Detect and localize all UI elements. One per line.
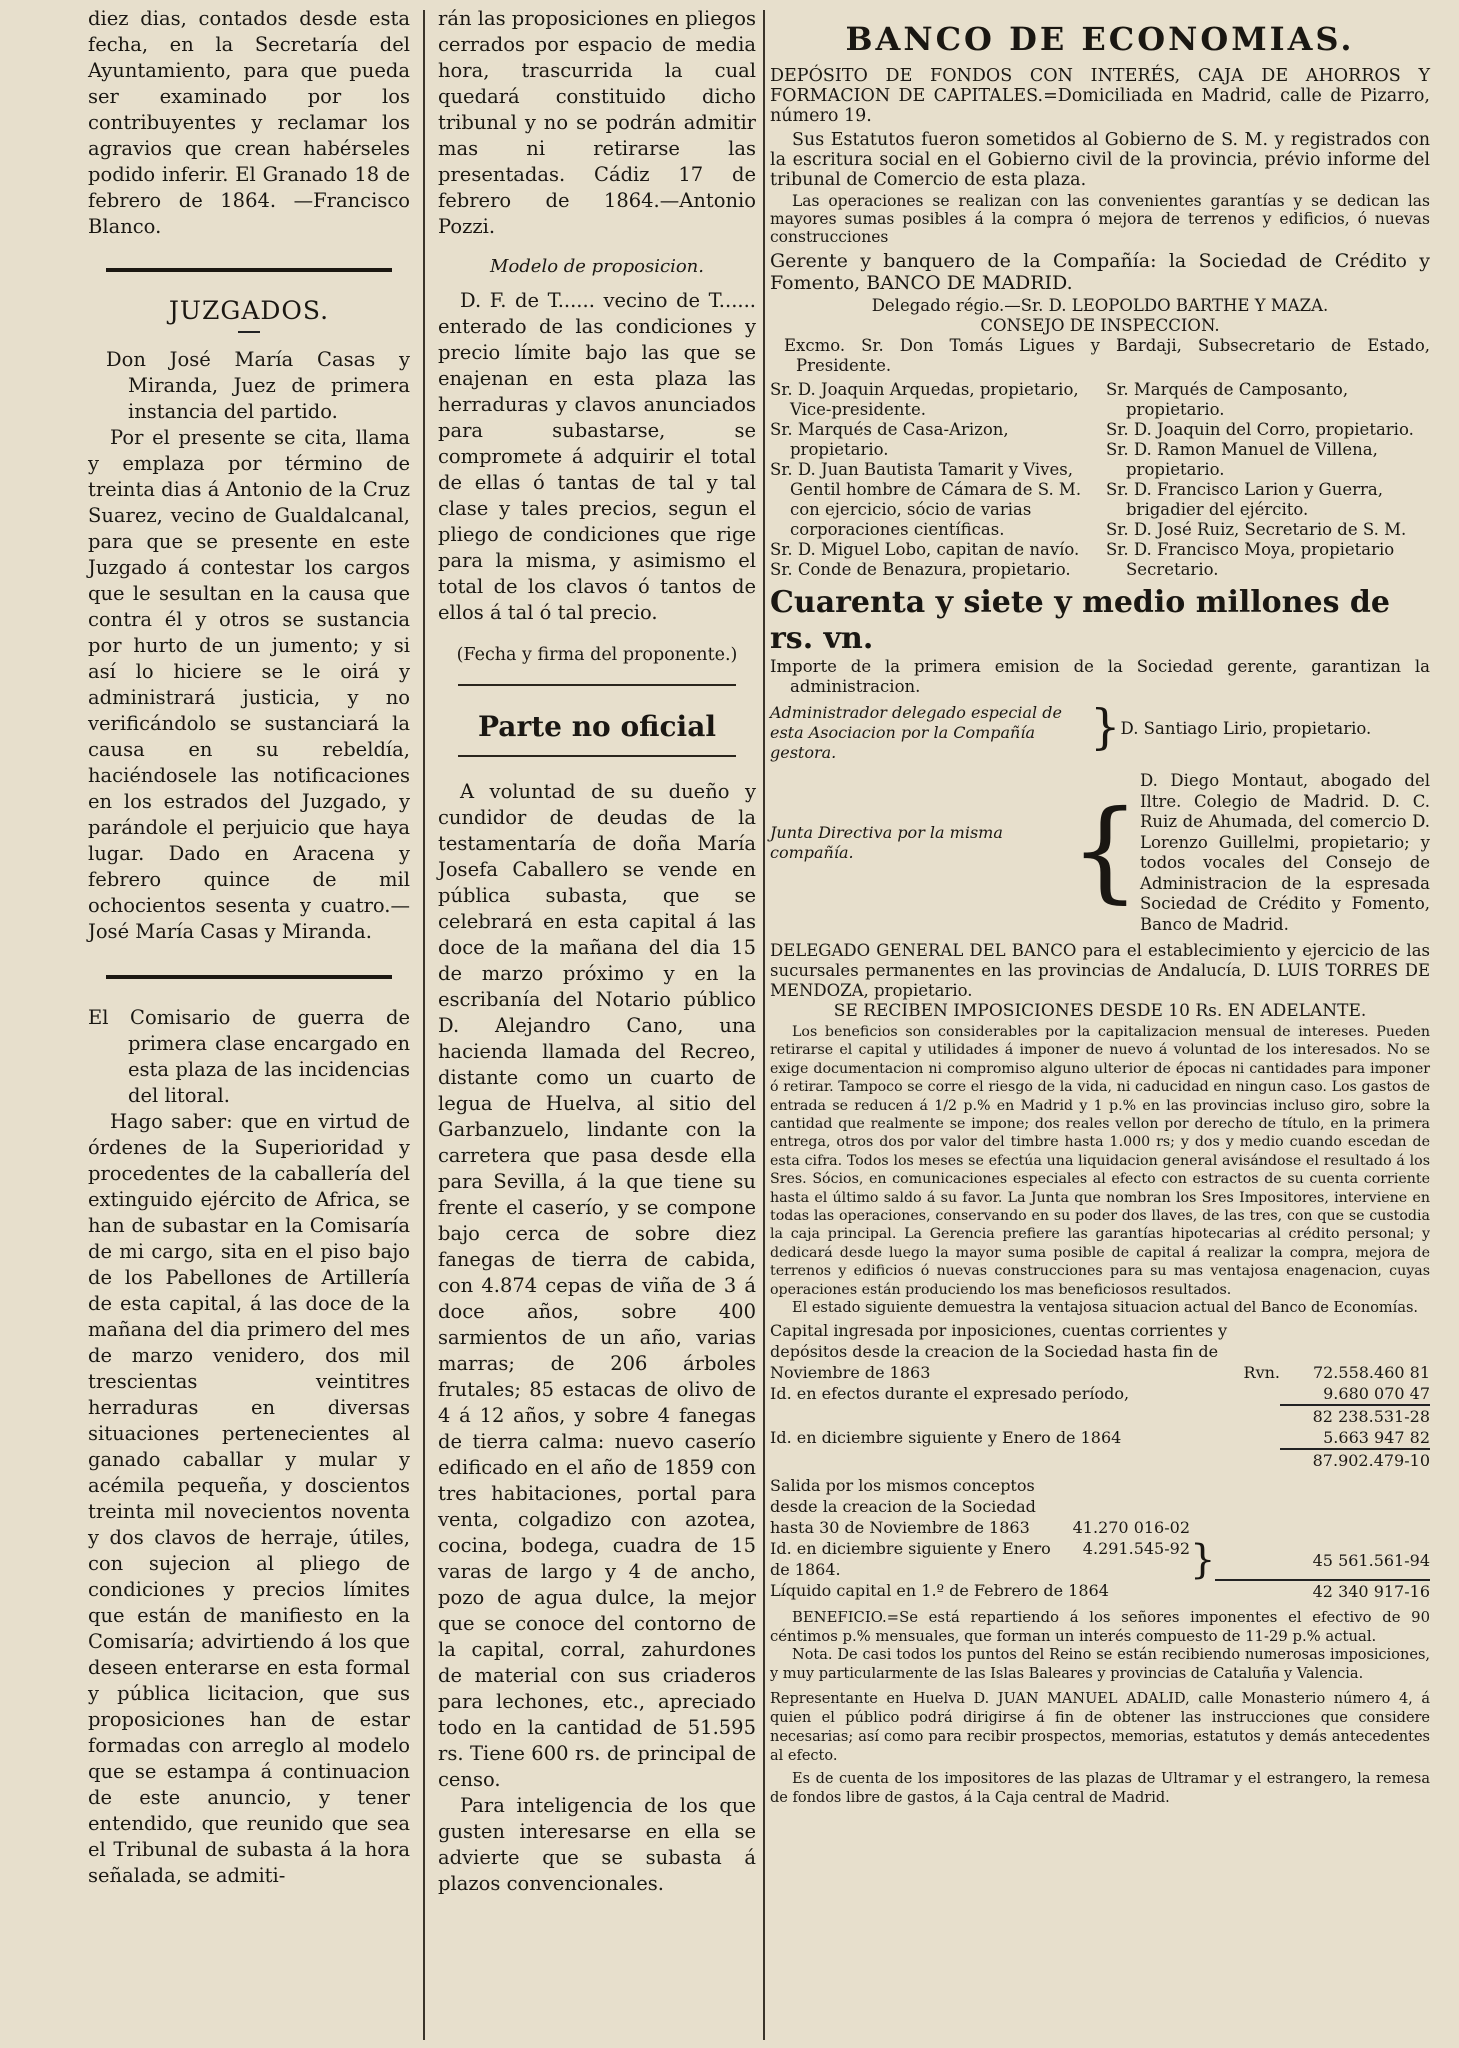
consejo-member: Sr. Marqués de Camposanto, propietario. bbox=[1106, 380, 1349, 419]
consejo-member: Sr. D. Joaquin Arquedas, propietario, Vice-presidente. bbox=[770, 380, 1079, 419]
operaciones-line: Las operaciones se realizan con las convenientes garantías y se dedican las mayores sumas posibles á la compra ó mejora de terrenos y edificios, ó nuevas construcciones bbox=[770, 192, 1430, 246]
ayuntamiento-notice: diez dias, contados desde esta fecha, en la Secretaría del Ayuntamiento, para que pueda ser examinado por los contribuyentes y reclamar los agravios que crean habérseles podido inferir. El Granado 18 de febrero de 1864. —Francisco Blanco. bbox=[88, 7, 410, 238]
brace-icon: { bbox=[1070, 786, 1140, 914]
column-divider bbox=[763, 10, 765, 2040]
section-rule bbox=[106, 975, 392, 979]
row-prefix bbox=[1240, 1449, 1280, 1471]
row-prefix bbox=[1240, 1427, 1280, 1449]
table-row bbox=[770, 1449, 1430, 1471]
capital-table bbox=[770, 1320, 1430, 1471]
comisario-intro: El Comisario de guerra de primera clase encargado en esta plaza de las incidencias del litoral. bbox=[88, 1006, 410, 1107]
millones-heading: Cuarenta y siete y medio millones de rs. vn. bbox=[770, 585, 1390, 656]
row-prefix bbox=[1240, 1383, 1280, 1405]
row-prefix: Rvn. bbox=[1243, 1363, 1280, 1383]
deposito-line: DEPÓSITO DE FONDOS CON INTERÉS, CAJA DE AHORROS Y FORMACION DE CAPITALES.=Domiciliada en Madrid, calle de Pizarro, número 19. bbox=[770, 66, 1430, 126]
consejo-members-table bbox=[770, 380, 1430, 583]
consejo-right-column bbox=[1100, 380, 1430, 583]
gerente-line: Gerente y banquero de la Compañía: la Sociedad de Crédito y Fomento, BANCO DE MADRID. bbox=[770, 250, 1430, 294]
consejo-member: Sr. D. José Ruiz, Secretario de S. M. bbox=[1106, 520, 1407, 539]
table-row bbox=[770, 1405, 1430, 1427]
delegado-general-line: DELEGADO GENERAL DEL BANCO para el establecimiento y ejercicio de las sucursales permanentes en las provincias de Andalucía, D. LUIS TORRES DE MENDOZA, propietario. bbox=[770, 941, 1430, 1000]
consejo-left-column bbox=[770, 380, 1100, 583]
representante-line: Representante en Huelva D. JUAN MANUEL ADALID, calle Monasterio número 4, á quien el público podrá dirigirse á fin de obtener las instrucciones que considere necesarias; así como para recibir prospectos, memorias, estatutos y demás antecedentes al efecto. bbox=[770, 1691, 1430, 1765]
plazos-notice: Para inteligencia de los que gusten interesarse en ella se advierte que se subasta á plazos convencionales. bbox=[438, 1794, 756, 1895]
row-label bbox=[770, 1405, 1240, 1427]
section-rule bbox=[458, 755, 736, 757]
table-row bbox=[770, 1320, 1430, 1383]
row-label: Líquido capital en 1.º de Febrero de 1864 bbox=[770, 1581, 1109, 1601]
administrador-block bbox=[770, 699, 1430, 763]
modelo-heading: Modelo de proposicion. bbox=[490, 256, 704, 277]
section-rule bbox=[458, 684, 736, 686]
estado-line: El estado siguiente demuestra la ventajosa situacion actual del Banco de Economías. bbox=[792, 1300, 1419, 1317]
row-label: Salida por los mismos conceptos desde la creacion de la Sociedad hasta 30 de Noviembre de 1863 bbox=[770, 1476, 1036, 1538]
consejo-member: Sr. Marqués de Casa-Arizon, propietario. bbox=[770, 420, 1009, 459]
salida-total: 45 561.561-94 bbox=[1312, 1551, 1430, 1571]
column-divider bbox=[423, 10, 425, 2040]
row-label: Id. en diciembre siguiente y Enero de 1864. bbox=[770, 1539, 1051, 1580]
imposiciones-line: SE RECIBEN IMPOSICIONES DESDE 10 Rs. EN ADELANTE. bbox=[833, 1001, 1367, 1021]
table-row bbox=[770, 1475, 1430, 1538]
juez-intro: Don José María Casas y Miranda, Juez de primera instancia del partido. bbox=[106, 348, 410, 423]
importe-line: Importe de la primera emision de la Sociedad gerente, garantizan la administracion. bbox=[770, 657, 1430, 696]
row-value: 82 238.531-28 bbox=[1280, 1405, 1430, 1427]
consejo-member: Sr. Conde de Benazura, propietario. bbox=[770, 560, 1071, 579]
salida-table bbox=[770, 1475, 1430, 1602]
modelo-body: D. F. de T...... vecino de T...... enterado de las condiciones y precio límite bajo las que se enajenan en esta plaza las herraduras y clavos anunciados para subastarse, se compromete á adquirir el total de ellas ó tantas de tal y tal clase y tales precios, segun el pliego de condiciones que rige para la misma, y asimismo el total de los clavos ó tantos de ellos á tal ó tal precio. bbox=[438, 289, 756, 624]
row-value: 5.663 947 82 bbox=[1323, 1428, 1430, 1448]
comisario-notice: Hago saber: que en virtud de órdenes de la Superioridad y procedentes de la caballería del extinguido ejército de Africa, se han de subastar en la Comisaría de mi cargo, sita en el piso bajo de los Pabellones de Artillería de esta capital, á las doce de la mañana del dia primero del mes de marzo venidero, dos mil trescientas veintitres herraduras en diversas situaciones pertenecientes al ganado caballar y mular y acémila pequeña, y doscientos treinta mil novecientos noventa y dos clavos de herraje, útiles, con sujecion al pliego de condiciones y precios límites que están de manifiesto en la Comisaría; advirtiendo á los que deseen enterarse en esta formal y pública licitacion, que sus proposiciones han de estar formadas con arreglo al modelo que se estampa á continuacion de este anuncio, y tener entendido, que reunido que sea el Tribunal de subasta á la hora señalada, se admiti- bbox=[88, 1110, 410, 1887]
row-value: 4.291.545-92 bbox=[1082, 1539, 1190, 1559]
administrador-label: Administrador delegado especial de esta Asociacion por la Compañía gestora. bbox=[770, 703, 1062, 762]
junta-label: Junta Directiva por la misma compañía. bbox=[770, 823, 1003, 862]
heading-dash bbox=[238, 331, 260, 333]
hacienda-sale-notice: A voluntad de su dueño y cundidor de deudas de la testamentaría de doña María Josefa Caballero se vende en pública subasta, que se celebrará en esta capital á las doce de la mañana del dia 15 de marzo próximo y en la escribanía del Notario público D. Alejandro Cano, una hacienda llamada del Recreo, distante como un cuarto de legua de Huelva, al sitio del Garbanzuelo, lindante con la carretera que pasa desde ella para Sevilla, á la que tiene su frente el caserío, y se compone bajo cerca de sobre diez fanegas de tierra de cabida, con 4.874 cepas de viña de 3 á doce años, sobre 400 sarmientos de un año, varias marras; de 206 árboles frutales; 85 estacas de olivo de 4 á 12 años, y sobre 4 fanegas de tierra calma: nuevo caserío edificado en el año de 1859 con tres habitaciones, portal para venta, colgadizo con azotea, cocina, bodega, cuadra de 15 varas de largo y 4 de ancho, pozo de agua dulce, la mejor que se conoce del contorno de la capital, corral, zahurdones de material con sus criaderos para lechones, etc., apreciado todo en la cantidad de 51.595 rs. Tiene 600 rs. de principal de censo. bbox=[438, 780, 756, 1791]
row-value: 72.558.460 81 bbox=[1312, 1363, 1430, 1383]
consejo-member: Sr. D. Francisco Larion y Guerra, brigadier del ejército. bbox=[1106, 480, 1383, 519]
beneficio-line: BENEFICIO.=Se está repartiendo á los señores imponentes el efectivo de 90 céntimos p.% mensuales, que forman un interés compuesto de 11-29 p.% actual. bbox=[770, 1609, 1430, 1646]
consejo-member: Sr. D. Ramon Manuel de Villena, propietario. bbox=[1106, 440, 1378, 479]
banco-title: BANCO DE ECONOMIAS. bbox=[845, 20, 1355, 58]
ultramar-line: Es de cuenta de los impositores de las plazas de Ultramar y el estrangero, la remesa de fondos libre de gastos, á la Caja central de Madrid. bbox=[770, 1771, 1430, 1807]
delegado-regio-line: Delegado régio.—Sr. D. LEOPOLDO BARTHE Y MAZA. bbox=[871, 296, 1329, 315]
brace-icon: } bbox=[1090, 699, 1121, 755]
subasta-continuation: rán las proposiciones en pliegos cerrados por espacio de media hora, trascurrida la cual quedará constituido dicho tribunal y no se podrán admitir mas ni retirarse las presentadas. Cádiz 17 de febrero de 1864.—Antonio Pozzi. bbox=[438, 7, 757, 238]
row-prefix bbox=[1240, 1405, 1280, 1427]
estatutos-line: Sus Estatutos fueron sometidos al Gobierno de S. M. y registrados con la escritura social en el Gobierno civil de la provincia, prévio informe del tribunal de Comercio de esta plaza. bbox=[770, 130, 1430, 190]
section-rule bbox=[106, 268, 392, 272]
beneficios-paragraph: Los beneficios son considerables por la capitalizacion mensual de intereses. Pueden retirarse el capital y utilidades á imponer de nuevo á voluntad de los interesados. No se exige documentacion ni compromiso alguno ulterior de épocas ni cantidades para imponer ó retirar. Tampoco se corre el riesgo de la vida, ni caducidad en ningun caso. Los gastos de entrada se reducen á 1/2 p.% en Madrid y 1 p.% en las provincias incluso giro, sobre la cantidad que realmente se impone; dos reales vellon por derecho de título, en la primera entrega, otros dos por valor del timbre hasta 1.000 rs; y dos y medio cuando escedan de esta cifra. Todos los meses se efectúa una liquidacion general avisándose el resultado á los Sres. Sócios, en comunicaciones especiales al efecto con estractos de su cuenta corriente hasta el último saldo á su favor. La Junta que nombran los Sres Impositores, interviene en todas las operaciones, conservando en su poder dos llaves, de las tres, con que se custodia la caja principal. La Gerencia prefiere las garantías hipotecarias al crédito personal; y dedicará desde luego la mayor suma posible de capital á realizar la compra, mejora de terrenos y edificios ó nuevas construcciones para su mas ventajosa enagenacion, cuyas operaciones están produciendo los mas beneficiosos resultados. bbox=[770, 1024, 1430, 1298]
row-label: Id. en diciembre siguiente y Enero de 1864 bbox=[770, 1428, 1122, 1448]
brace-icon: } bbox=[1190, 1537, 1216, 1584]
presidente-line: Excmo. Sr. Don Tomás Ligues y Bardaji, Subsecretario de Estado, Presidente. bbox=[784, 336, 1430, 375]
junta-directiva-block bbox=[770, 771, 1430, 935]
consejo-member: Sr. D. Miguel Lobo, capitan de navío. bbox=[770, 540, 1080, 559]
consejo-member: Sr. D. Juan Bautista Tamarit y Vives, Gentil hombre de Cámara de S. M. con ejercicio, sócio de varias corporaciones científicas. bbox=[770, 460, 1082, 539]
row-value: 42 340 917-16 bbox=[1215, 1580, 1430, 1602]
junta-names: D. Diego Montaut, abogado del Iltre. Colegio de Madrid. D. C. Ruiz de Ahumada, del comercio D. Lorenzo Guillelmi, propietario; y todos vocales del Consejo de Administracion de la espresada Sociedad de Crédito y Fomento, Banco de Madrid. bbox=[1140, 771, 1430, 934]
table-row bbox=[770, 1427, 1430, 1449]
juzgados-heading: JUZGADOS. bbox=[168, 296, 330, 325]
row-label: Id. en efectos durante el expresado período, bbox=[770, 1384, 1130, 1404]
column-1 bbox=[88, 0, 410, 1889]
consejo-member: Sr. D. Francisco Moya, propietario Secretario. bbox=[1106, 540, 1395, 579]
fecha-firma: (Fecha y firma del proponente.) bbox=[456, 645, 738, 665]
parte-no-oficial-heading: Parte no oficial bbox=[478, 710, 716, 743]
table-row bbox=[770, 1383, 1430, 1405]
column-2 bbox=[438, 0, 756, 1897]
row-label bbox=[770, 1449, 1240, 1471]
row-value: 9.680 070 47 bbox=[1323, 1384, 1430, 1404]
juzgado-edict: Por el presente se cita, llama y emplaza por término de treinta dias á Antonio de la Cruz Suarez, vecino de Gualdalcanal, para que se presente en este Juzgado á contestar los cargos que le sesultan en la causa que contra él y otros se sustancia por hurto de un jumento; y si así lo hiciere se le oirá y administrará justicia, y no verificándolo se sustanciará la causa en su rebeldía, haciéndosele las notificaciones en los estrados del Juzgado, y parándole el perjuicio que haya lugar. Dado en Aracena y febrero quince de mil ochocientos sesenta y cuatro.—José María Casas y Miranda. bbox=[88, 426, 410, 943]
table-row bbox=[770, 1580, 1430, 1602]
nota-line: Nota. De casi todos los puntos del Reino se están recibiendo numerosas imposiciones, y muy particularmente de las Islas Baleares y provincias de Cataluña y Valencia. bbox=[770, 1647, 1430, 1683]
administrador-name: D. Santiago Lirio, propietario. bbox=[1120, 719, 1372, 738]
row-value: 87.902.479-10 bbox=[1280, 1449, 1430, 1471]
row-value: 41.270 016-02 bbox=[1072, 1518, 1190, 1538]
column-3 bbox=[770, 0, 1430, 1808]
consejo-heading: CONSEJO DE INSPECCION. bbox=[980, 316, 1220, 335]
row-label: Capital ingresada por inposiciones, cuentas corrientes y depósitos desde la creacion de la Sociedad hasta fin de Noviembre de 1863 bbox=[770, 1321, 1228, 1383]
consejo-member: Sr. D. Joaquin del Corro, propietario. bbox=[1106, 420, 1414, 439]
